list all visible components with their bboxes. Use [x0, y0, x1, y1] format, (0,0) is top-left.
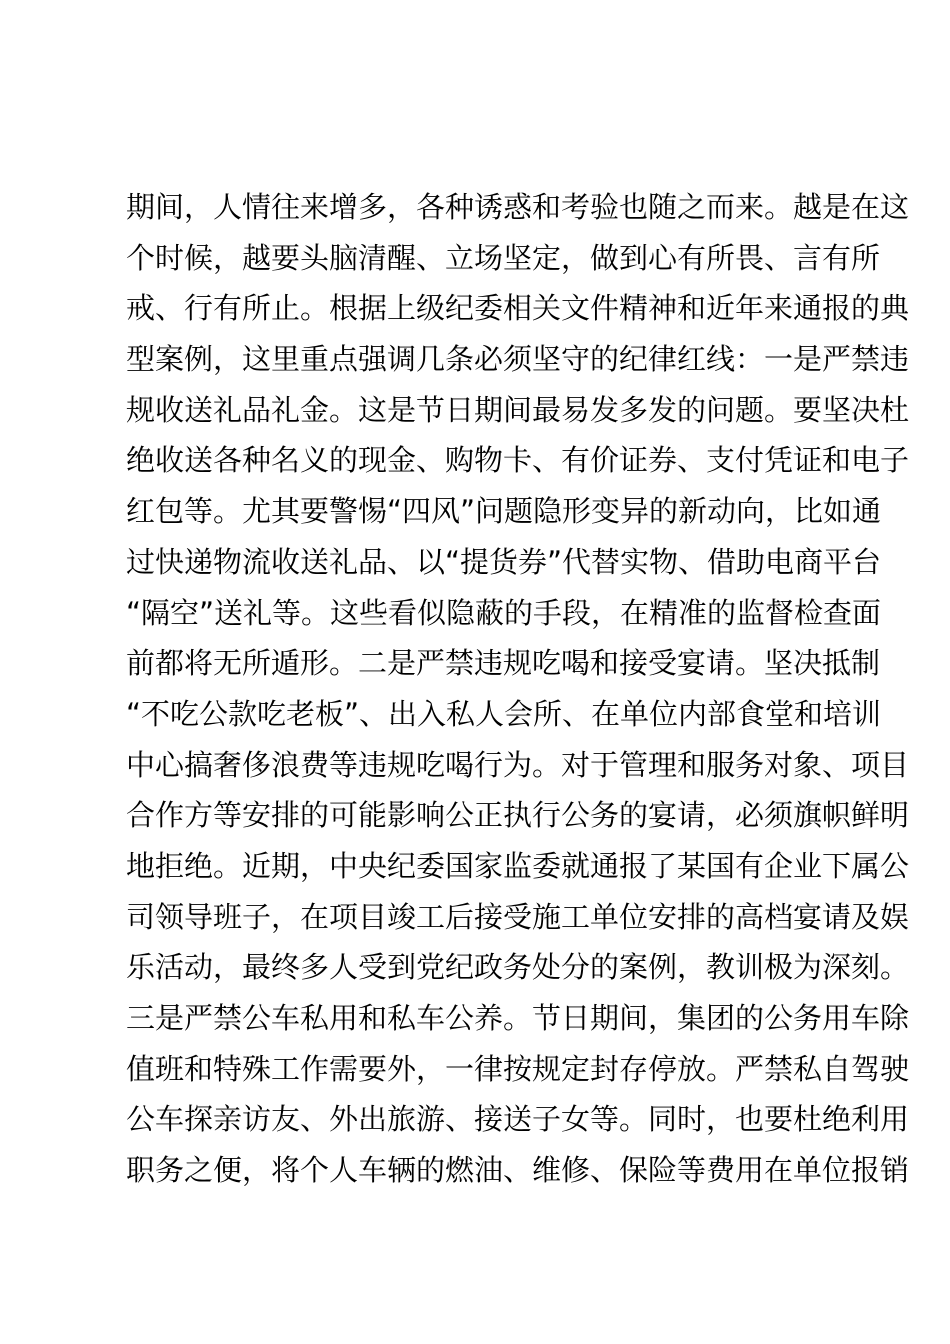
- text-line: 地拒绝。近期，中央纪委国家监委就通报了某国有企业下属公: [126, 848, 910, 883]
- text-line: 职务之便，将个人车辆的燃油、维修、保险等费用在单位报销: [126, 1153, 910, 1188]
- text-line: 戒、行有所止。根据上级纪委相关文件精神和近年来通报的典: [126, 291, 910, 326]
- text-line: 中心搞奢侈浪费等违规吃喝行为。对于管理和服务对象、项目: [126, 747, 910, 782]
- text-line: 过快递物流收送礼品、以“提货券”代替实物、借助电商平台: [126, 544, 882, 579]
- text-line: 三是严禁公车私用和私车公养。节日期间，集团的公务用车除: [126, 1001, 910, 1035]
- text-line: 司领导班子，在项目竣工后接受施工单位安排的高档宴请及娱: [126, 899, 910, 934]
- text-line: 红包等。尤其要警惕“四风”问题隐形变异的新动向，比如通: [126, 494, 882, 529]
- text-line: 个时候，越要头脑清醒、立场坚定，做到心有所畏、言有所: [126, 240, 881, 275]
- text-line: “隔空”送礼等。这些看似隐蔽的手段，在精准的监督检查面: [126, 595, 882, 630]
- text-line: 规收送礼品礼金。这是节日期间最易发多发的问题。要坚决杜: [126, 392, 910, 427]
- text-line: 值班和特殊工作需要外，一律按规定封存停放。严禁私自驾驶: [126, 1051, 910, 1086]
- text-line: 合作方等安排的可能影响公正执行公务的宴请，必须旗帜鲜明: [126, 798, 910, 833]
- text-line: 型案例，这里重点强调几条必须坚守的纪律红线：一是严禁违: [126, 342, 910, 377]
- text-line: “不吃公款吃老板”、出入私人会所、在单位内部食堂和培训: [126, 696, 882, 731]
- text-line: 乐活动，最终多人受到党纪政务处分的案例，教训极为深刻。: [126, 950, 910, 985]
- text-line: 前都将无所遁形。二是严禁违规吃喝和接受宴请。坚决抵制: [126, 646, 881, 681]
- text-line: 绝收送各种名义的现金、购物卡、有价证券、支付凭证和电子: [126, 443, 910, 478]
- body-paragraph: [126, 182, 910, 1196]
- text-line: 期间，人情往来增多，各种诱惑和考验也随之而来。越是在这: [126, 190, 910, 224]
- text-line: 公车探亲访友、外出旅游、接送子女等。同时，也要杜绝利用: [126, 1102, 910, 1137]
